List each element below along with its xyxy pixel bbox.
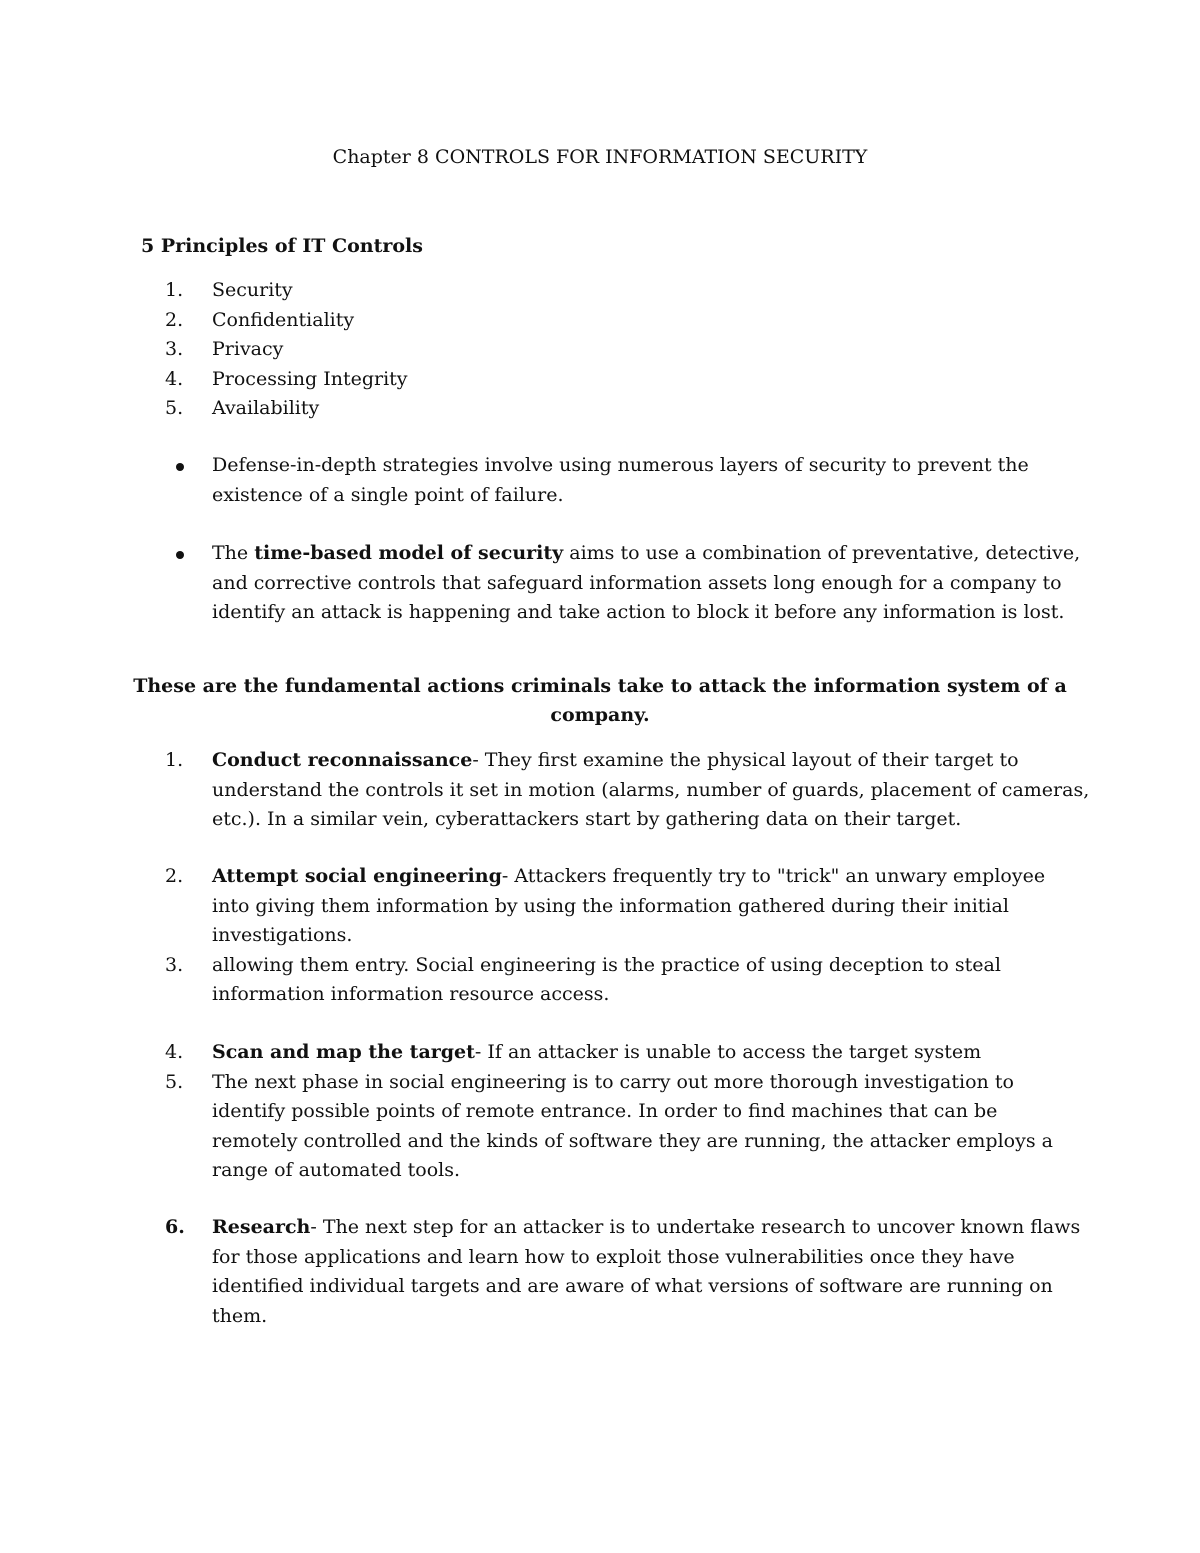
step-text: identified individual targets and are aware of what versions of software are running on (212, 1275, 1053, 1297)
step-text: investigations. (212, 924, 353, 946)
step-rest: - Attackers frequently try to "trick" an unwary employee (501, 865, 1046, 887)
step-text: information information resource access. (212, 983, 610, 1005)
bullet-line (0, 569, 1200, 599)
step-text: allowing them entry. Social engineering is the practice of using deception to steal (212, 953, 1001, 976)
step-text: range of automated tools. (212, 1159, 461, 1181)
bullet-text: Defense-in-depth strategies involve using numerous layers of security to prevent the (212, 454, 1029, 476)
step-bold: Scan and map the target (212, 1041, 475, 1063)
step-line (0, 746, 1200, 776)
step-2 (0, 862, 1200, 1010)
bullet-text: existence of a single point of failure. (212, 483, 564, 506)
step-line (0, 1156, 1200, 1186)
list-item-label: Confidentiality (212, 308, 355, 331)
list-item-label: Availability (212, 397, 320, 419)
step-line (0, 1272, 1200, 1302)
step-1 (0, 746, 1200, 835)
step-line (0, 921, 1200, 951)
step-line (0, 980, 1200, 1010)
step-bold: Attempt social engineering (212, 865, 502, 887)
step-bold: Research (212, 1216, 311, 1238)
list-item (0, 365, 1200, 395)
bullet-icon (176, 463, 184, 471)
step-text: remotely controlled and the kinds of software they are running, the attacker employs a (212, 1129, 1053, 1152)
step-number: 6. (165, 1216, 185, 1238)
document-title: Chapter 8 CONTROLS FOR INFORMATION SECURITY (332, 146, 868, 168)
actions-heading-line2: company. (550, 704, 650, 726)
bullet-time-based-model (0, 539, 1200, 628)
step-number: 5. (165, 1070, 184, 1093)
step-line (0, 1213, 1200, 1243)
actions-heading-line1: These are the fundamental actions criminals take to attack the information system of a (133, 675, 1067, 697)
bullet-text-pre: The (212, 542, 255, 564)
step-text (212, 1213, 1081, 1243)
step-text: The next phase in social engineering is to carry out more thorough investigation to (212, 1070, 1014, 1093)
bullet-line (0, 481, 1200, 511)
step-line (0, 892, 1200, 922)
bullet-icon (176, 551, 184, 559)
bullet-defense-in-depth (0, 451, 1200, 510)
list-item (0, 394, 1200, 424)
bullet-text (212, 539, 1081, 569)
list-item (0, 306, 1200, 336)
principles-list (0, 276, 1200, 424)
list-number: 1. (165, 279, 184, 301)
step-line (0, 805, 1200, 835)
list-number: 5. (165, 397, 184, 419)
step-line (0, 1068, 1200, 1098)
step-line (0, 951, 1200, 981)
step-line (0, 862, 1200, 892)
step-text: identify possible points of remote entrance. In order to find machines that can be (212, 1100, 998, 1122)
step-number: 2. (165, 865, 184, 887)
step-rest: - The next step for an attacker is to undertake research to uncover known flaws (310, 1216, 1081, 1238)
step-bold: Conduct reconnaissance (212, 749, 473, 771)
step-text (212, 746, 1072, 776)
step-text: them. (212, 1304, 268, 1327)
step-text: etc.). In a similar vein, cyberattackers start by gathering data on their target. (212, 808, 962, 830)
bullet-text: identify an attack is happening and take action to block it before any information is lost. (212, 601, 1065, 623)
step-text (212, 1038, 1072, 1068)
step-4 (0, 1038, 1200, 1186)
step-text: for those applications and learn how to exploit those vulnerabilities once they have (212, 1245, 1015, 1268)
step-line (0, 1097, 1200, 1127)
list-item-label: Privacy (212, 338, 284, 360)
bullet-line (0, 539, 1200, 569)
step-number: 4. (165, 1041, 184, 1063)
step-line (0, 1038, 1200, 1068)
list-item (0, 276, 1200, 306)
step-text (212, 862, 1072, 892)
bullet-text-post: aims to use a combination of preventative, detective, (563, 542, 1081, 564)
step-text: understand the controls it set in motion (alarms, number of guards, placement of cameras, (212, 778, 1090, 801)
list-number: 2. (165, 308, 184, 331)
bullet-text-bold: time-based model of security (254, 542, 564, 564)
step-rest: - If an attacker is unable to access the target system (474, 1041, 982, 1063)
bullet-line (0, 598, 1200, 628)
list-item (0, 335, 1200, 365)
list-item-label: Processing Integrity (212, 367, 408, 390)
step-line (0, 1243, 1200, 1273)
step-number: 3. (165, 953, 184, 976)
step-6 (0, 1213, 1200, 1331)
step-line (0, 776, 1200, 806)
step-rest: - They first examine the physical layout of their target to (472, 749, 1019, 771)
step-number: 1. (165, 749, 184, 771)
list-number: 3. (165, 338, 184, 360)
step-line (0, 1127, 1200, 1157)
list-number: 4. (165, 367, 184, 390)
list-item-label: Security (212, 279, 293, 301)
bullet-text: and corrective controls that safeguard information assets long enough for a company to (212, 571, 1062, 594)
step-line (0, 1302, 1200, 1332)
bullet-line (0, 451, 1200, 481)
step-text: into giving them information by using the information gathered during their initial (212, 894, 1009, 917)
principles-heading: 5 Principles of IT Controls (141, 235, 423, 257)
